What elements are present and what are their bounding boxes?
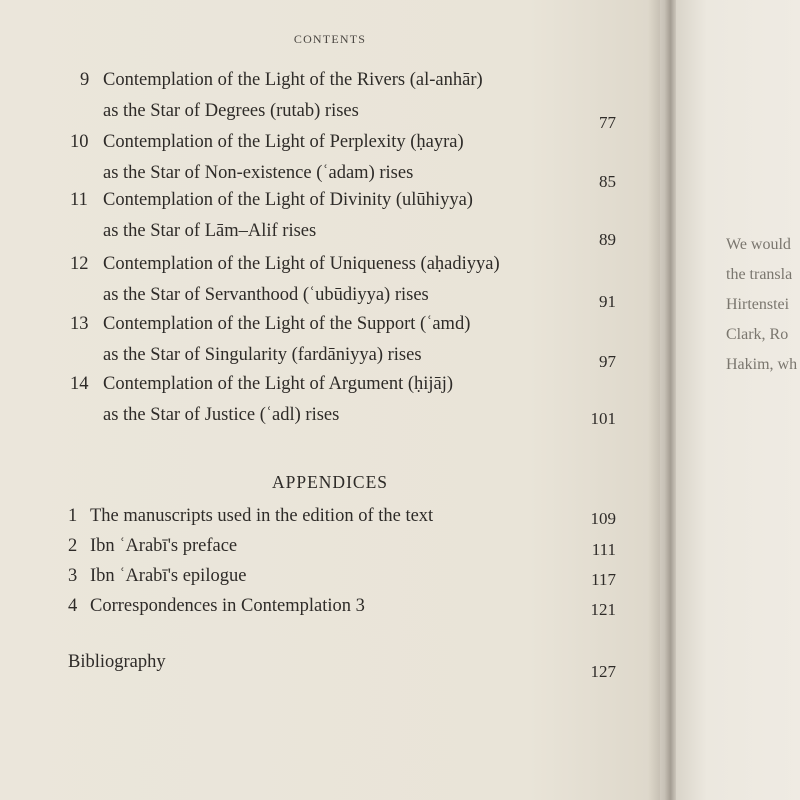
page-number: 109	[590, 509, 616, 528]
entry-title-line2: as the Star of Singularity (fardāniyya) rises	[103, 345, 422, 365]
entry-title: Correspondences in Contemplation 3	[90, 596, 365, 616]
entry-title-line2: as the Star of Lām–Alif rises	[103, 221, 317, 241]
page-number: 101	[590, 409, 616, 428]
entry-number: 4	[68, 596, 78, 616]
page-number: 91	[599, 292, 616, 311]
entry-number: 2	[68, 536, 78, 556]
entry-title-line2: as the Star of Non-existence (ʿadam) rises	[103, 163, 414, 183]
page-number: 111	[591, 540, 616, 559]
page-number: 121	[590, 600, 616, 619]
entry-title-line1: Contemplation of the Light of the Rivers (al-anhār)	[103, 70, 483, 90]
right-page-line: Hakim, wh	[726, 356, 798, 373]
entry-number: 9	[80, 70, 90, 90]
running-header: CONTENTS	[293, 32, 367, 46]
right-page-line: Hirtenstei	[726, 296, 790, 313]
appendices-heading: APPENDICES	[272, 472, 388, 492]
entry-title: Bibliography	[68, 652, 166, 672]
page-number: 117	[591, 570, 616, 589]
page-number: 85	[599, 172, 616, 191]
entry-number: 12	[70, 254, 89, 274]
entry-title-line1: Contemplation of the Light of Divinity (ulūhiyya)	[103, 190, 473, 210]
right-page-line: We would	[726, 236, 791, 253]
right-page	[676, 0, 800, 800]
entry-title-line2: as the Star of Degrees (rutab) rises	[103, 101, 359, 121]
right-page-line: Clark, Ro	[726, 326, 789, 343]
entry-title: The manuscripts used in the edition of the text	[90, 506, 434, 526]
page-number: 77	[599, 113, 616, 132]
page-number: 89	[599, 230, 616, 249]
entry-title-line2: as the Star of Servanthood (ʿubūdiyya) rises	[103, 285, 429, 305]
entry-number: 13	[70, 314, 89, 334]
page-number: 97	[599, 352, 616, 371]
entry-title: Ibn ʿArabī's epilogue	[90, 566, 247, 586]
page-number: 127	[590, 662, 616, 681]
entry-title-line1: Contemplation of the Light of Uniqueness (aḥadiyya)	[103, 254, 500, 274]
entry-title-line1: Contemplation of the Light of Argument (ḥijāj)	[103, 374, 454, 394]
book-gutter	[648, 0, 678, 800]
entry-title-line2: as the Star of Justice (ʿadl) rises	[103, 405, 340, 425]
entry-number: 14	[70, 374, 89, 394]
entry-number: 10	[70, 132, 89, 152]
entry-number: 3	[68, 566, 78, 586]
entry-title-line1: Contemplation of the Light of Perplexity (ḥayra)	[103, 132, 464, 152]
entry-number: 1	[68, 506, 78, 526]
entry-number: 11	[70, 190, 88, 210]
right-page-line: the transla	[726, 266, 793, 283]
entry-title-line1: Contemplation of the Light of the Support (ʿamd)	[103, 314, 471, 334]
entry-title: Ibn ʿArabī's preface	[90, 536, 238, 556]
